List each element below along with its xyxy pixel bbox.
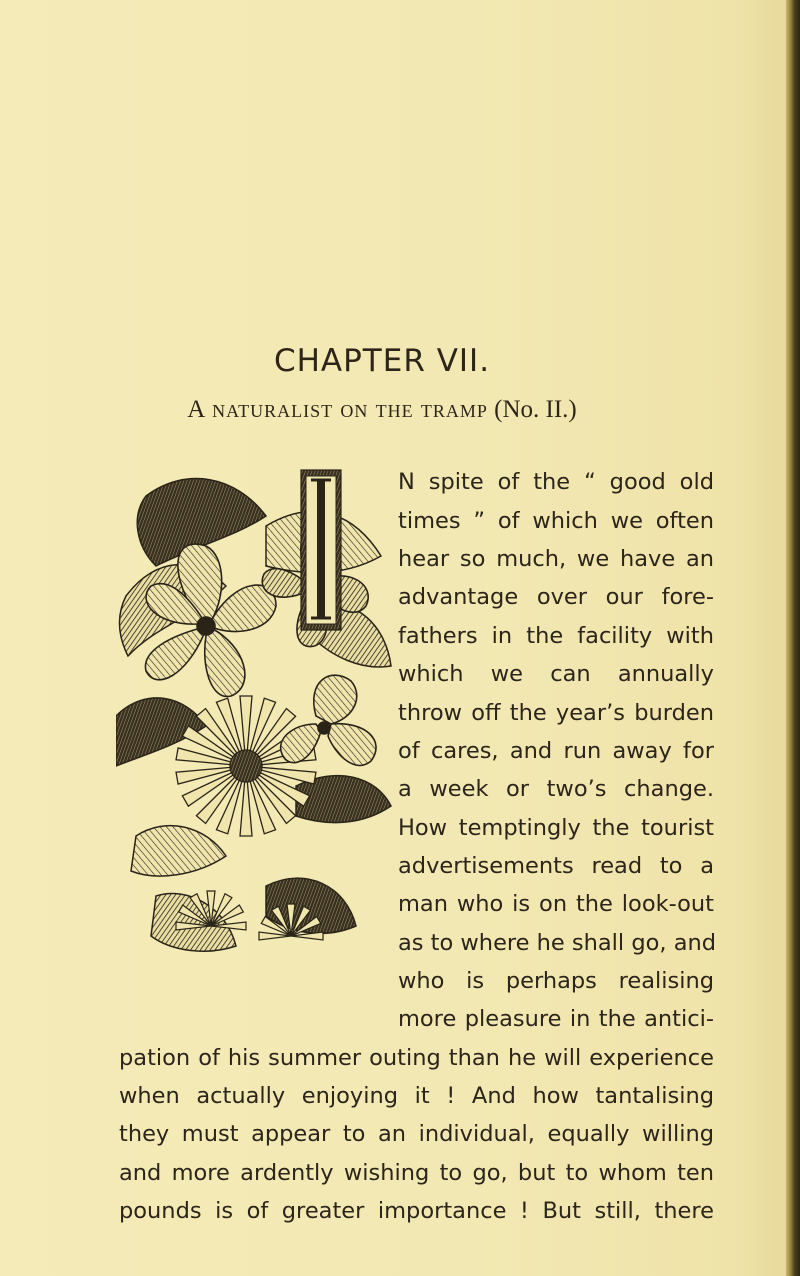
text-line-4: advantage over our fore-: [398, 584, 714, 610]
text-line-15: more pleasure in the antici-: [398, 1006, 714, 1032]
text-line-1-content: N spite of the “ good old: [398, 469, 714, 495]
text-line-16: pation of his summer outing than he will experience: [119, 1045, 714, 1071]
text-line-7: throw off the year’s burden: [398, 700, 714, 726]
text-line-14: who is perhaps realising: [398, 968, 714, 994]
text-line-19: and more ardently wishing to go, but to whom ten: [119, 1160, 714, 1186]
text-line-9: a week or two’s change.: [398, 776, 714, 802]
text-line-20: pounds is of greater importance ! But still, there: [119, 1198, 714, 1224]
text-line-6: which we can annually: [398, 661, 714, 687]
text-line-5: fathers in the facility with: [398, 623, 714, 649]
text-line-10: How temptingly the tourist: [398, 815, 714, 841]
text-line-17: when actually enjoying it ! And how tantalising: [119, 1083, 714, 1109]
text-line-1: [398, 466, 714, 498]
chapter-subtitle: [0, 396, 764, 424]
flower-engraving-illustration: [116, 456, 396, 968]
text-line-2: times ” of which we often: [398, 508, 714, 534]
chapter-subtitle-main: A naturalist on the tramp: [187, 396, 488, 423]
text-line-18: they must appear to an individual, equally willing: [119, 1121, 714, 1147]
chapter-subtitle-number: (No. II.): [494, 396, 577, 423]
text-line-11: advertisements read to a: [398, 853, 714, 879]
text-line-8: of cares, and run away for: [398, 738, 714, 764]
text-line-3: hear so much, we have an: [398, 546, 714, 572]
text-line-12: man who is on the look-out: [398, 891, 714, 917]
text-line-13: as to where he shall go, and: [398, 930, 717, 956]
page-edge: [786, 0, 800, 1276]
chapter-heading: CHAPTER VII.: [273, 343, 491, 379]
